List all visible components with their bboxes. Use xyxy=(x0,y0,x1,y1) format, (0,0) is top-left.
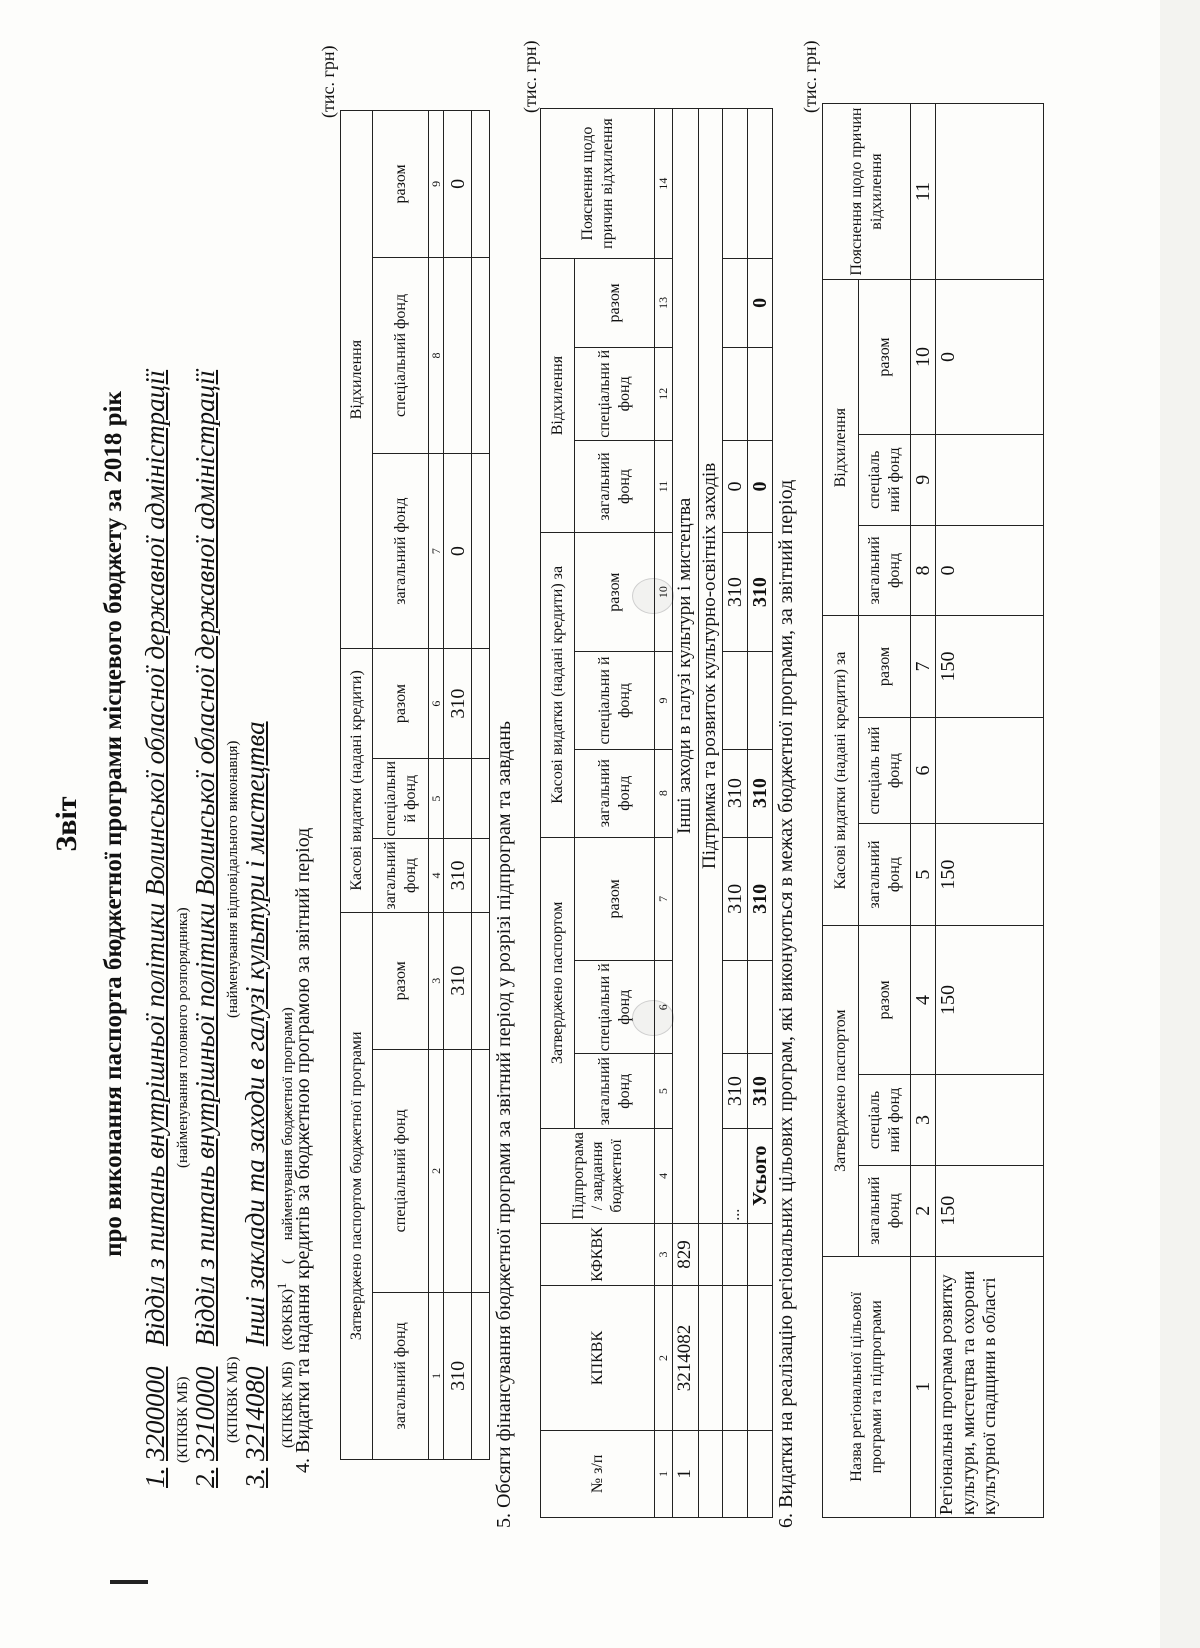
s5-col-subprogram: Підпрограма / завдання бюджетної xyxy=(541,1129,655,1224)
s6-num: 10 xyxy=(911,280,936,435)
s5-cash-header: Касові видатки (надані кредити) за xyxy=(541,533,575,838)
s5-num: 6 xyxy=(655,961,673,1054)
s6-col-dev-general: загальний фонд xyxy=(859,525,911,616)
s5-num: 5 xyxy=(655,1054,673,1129)
s4-col-special: спеціальний фонд xyxy=(373,1050,429,1293)
s6-num: 6 xyxy=(911,717,936,824)
s4-cell: 310 xyxy=(444,839,472,912)
line-2-num: 2. xyxy=(190,1467,220,1488)
s5-task-label: Підтримка та розвиток культурно-освітніх заходів xyxy=(699,109,723,1224)
line-3-text: Інші заклади та заходи в галузі культури і мистецтва xyxy=(240,721,270,1347)
s6-cell: 0 xyxy=(936,525,1044,616)
s5-col-cash-special: спеціальни й фонд xyxy=(575,652,655,750)
s5-task-cell xyxy=(723,652,748,750)
s6-cell: 150 xyxy=(936,925,1044,1074)
s6-num: 1 xyxy=(911,1256,936,1517)
s6-approved-header: Затверджено паспортом xyxy=(823,925,859,1256)
line-3-paren: ( xyxy=(280,1259,296,1264)
line-1-text: Відділ з питань внутрішньої політики Волинської обласної державної адміністрації xyxy=(140,369,170,1347)
s5-num: 9 xyxy=(655,652,673,750)
s5-task-cell: 310 xyxy=(723,1054,748,1129)
s5-task-marker: ... xyxy=(723,1129,748,1224)
s4-col-dev-total: разом xyxy=(373,111,429,258)
s5-num: 13 xyxy=(655,259,673,348)
s5-total-cell: 310 xyxy=(748,837,773,961)
report-title: Звіт xyxy=(50,796,83,852)
s4-cell xyxy=(444,257,472,453)
s6-cell xyxy=(936,1075,1044,1166)
s5-col-cash-total: разом xyxy=(575,533,655,652)
s4-cell: 310 xyxy=(444,1292,472,1459)
s5-col-appr-general: загальний фонд xyxy=(575,1054,655,1129)
s5-num: 2 xyxy=(655,1286,673,1430)
s6-cell: 150 xyxy=(936,1165,1044,1256)
s5-col-appr-total: разом xyxy=(575,837,655,961)
line-2-text: Відділ з питань внутрішньої політики Волинської обласної державної адміністрації xyxy=(190,369,220,1347)
s5-task-cell: 310 xyxy=(723,837,748,961)
s6-col-cash-total: разом xyxy=(859,616,911,717)
s5-num: 1 xyxy=(655,1430,673,1517)
section-4-title: 4. Видатки та надання кредитів за бюджетною програмою за звітний період xyxy=(292,827,314,1473)
s4-col-cash-special: спеціальни й фонд xyxy=(373,758,429,838)
s6-deviation-header: Відхилення xyxy=(823,280,859,616)
section-4-unit: (тис. грн) xyxy=(318,45,338,118)
s6-cell: 150 xyxy=(936,824,1044,925)
s5-num: 11 xyxy=(655,440,673,532)
s4-cash-header: Касові видатки (надані кредити) xyxy=(341,649,373,912)
s6-num: 8 xyxy=(911,525,936,616)
s4-approved-header: Затверджено паспортом бюджетної програми xyxy=(341,912,373,1459)
s5-total-cell: 310 xyxy=(748,533,773,652)
s5-task-cell: 310 xyxy=(723,749,748,837)
s4-cell xyxy=(444,758,472,838)
s6-num: 3 xyxy=(911,1075,936,1166)
s5-num: 14 xyxy=(655,109,673,259)
s5-deviation-header: Відхилення xyxy=(541,259,575,533)
line-3-code: 3214080 xyxy=(240,1366,270,1461)
s6-col-name: Назва регіональної цільової програми та підпрограми xyxy=(823,1256,911,1517)
s5-num: 8 xyxy=(655,749,673,837)
s5-col-kpkvk: КПКВК xyxy=(541,1286,655,1430)
s5-task-cell xyxy=(723,259,748,348)
line-1-num: 1. xyxy=(140,1467,170,1488)
s5-total-cell: 0 xyxy=(748,259,773,348)
s4-cell xyxy=(444,1050,472,1293)
s5-col-dev-special: спеціальни й фонд xyxy=(575,347,655,440)
s6-col-cash-general: загальний фонд xyxy=(859,824,911,925)
s5-total-cell: 310 xyxy=(748,749,773,837)
line-1-code-caption: (КПКВК МБ) xyxy=(175,1376,191,1463)
section-5-table xyxy=(540,108,773,1518)
s4-num: 8 xyxy=(429,257,444,453)
s6-num: 2 xyxy=(911,1165,936,1256)
s6-col-appr-general: загальний фонд xyxy=(859,1165,911,1256)
s4-num: 3 xyxy=(429,912,444,1049)
s5-num: 4 xyxy=(655,1129,673,1224)
s4-num: 7 xyxy=(429,454,444,649)
s5-approved-header: Затверджено паспортом xyxy=(541,837,575,1128)
s6-col-dev-special: спеціаль ний фонд xyxy=(859,434,911,525)
s6-num: 7 xyxy=(911,616,936,717)
s5-total-cell xyxy=(748,347,773,440)
line-1 xyxy=(140,370,171,1488)
s4-col-general: загальний фонд xyxy=(373,1292,429,1459)
s6-program-name: Регіональна програма розвитку культури, мистецтва та охорони культурної спадщини в області xyxy=(936,1256,1044,1517)
s5-row-no: 1 xyxy=(673,1430,699,1517)
s5-num: 12 xyxy=(655,347,673,440)
s4-col-total: разом xyxy=(373,912,429,1049)
s6-num: 4 xyxy=(911,925,936,1074)
line-3 xyxy=(240,721,271,1488)
s6-cell xyxy=(936,717,1044,824)
s4-cell: 0 xyxy=(444,454,472,649)
s4-cell: 310 xyxy=(444,649,472,759)
s5-col-kfkvk: КФКВК xyxy=(541,1223,655,1286)
s4-cell: 0 xyxy=(444,111,472,258)
s5-row-kfkvk: 829 xyxy=(673,1223,699,1286)
s6-col-appr-special: спеціаль ний фонд xyxy=(859,1075,911,1166)
s6-cell xyxy=(936,104,1044,280)
line-1-code: 3200000 xyxy=(140,1366,170,1461)
s5-task-cell xyxy=(723,347,748,440)
s5-total-cell: 310 xyxy=(748,1054,773,1129)
s6-col-cash-special: спеціаль ний фонд xyxy=(859,717,911,824)
s5-task-cell: 0 xyxy=(723,440,748,532)
s5-num: 3 xyxy=(655,1223,673,1286)
s5-col-cash-general: загальний фонд xyxy=(575,749,655,837)
s6-cell xyxy=(936,434,1044,525)
s5-col-appr-special: спеціальни й фонд xyxy=(575,961,655,1054)
s4-cell: 310 xyxy=(444,912,472,1049)
s4-col-dev-general: загальний фонд xyxy=(373,454,429,649)
s5-row-kpkvk: 3214082 xyxy=(673,1286,699,1430)
section-6-unit: (тис. грн) xyxy=(800,40,820,113)
line-3-code-caption: (КПКВК МБ) xyxy=(280,1361,296,1448)
s4-num: 4 xyxy=(429,839,444,912)
s6-col-appr-total: разом xyxy=(859,925,911,1074)
s6-cell: 150 xyxy=(936,616,1044,717)
s5-total-cell xyxy=(748,652,773,750)
s5-num: 7 xyxy=(655,837,673,961)
s4-num: 2 xyxy=(429,1050,444,1293)
s4-num: 6 xyxy=(429,649,444,759)
s4-col-dev-special: спеціальний фонд xyxy=(373,257,429,453)
s5-total-cell xyxy=(748,961,773,1054)
s4-col-cash-general: загальний фонд xyxy=(373,839,429,912)
s6-num: 5 xyxy=(911,824,936,925)
s5-num: 10 xyxy=(655,533,673,652)
s4-num: 5 xyxy=(429,758,444,838)
s5-task-cell xyxy=(723,961,748,1054)
section-6-table xyxy=(822,103,1044,1518)
s5-program-label: Інші заходи в галузі культури і мистецтва xyxy=(673,109,699,1224)
s4-num: 9 xyxy=(429,111,444,258)
line-2-code: 3210000 xyxy=(190,1366,220,1461)
s6-col-dev-total: разом xyxy=(859,280,911,435)
s6-cash-header: Касові видатки (надані кредити) за xyxy=(823,616,859,925)
s5-total-label: Усього xyxy=(748,1129,773,1224)
s6-num: 9 xyxy=(911,434,936,525)
line-3-kfkvk-caption: (КФКВК) xyxy=(280,1289,296,1351)
section-5-title: 5. Обсяги фінансування бюджетної програми за звітний період у розрізі підпрограм та завдань xyxy=(493,720,515,1528)
s5-col-dev-general: загальний фонд xyxy=(575,440,655,532)
footnote-mark: 1 xyxy=(275,1282,289,1289)
line-2-code-caption: (КПКВК МБ) xyxy=(225,1356,241,1443)
section-6-title: 6. Видатки на реалізацію регіональних цільових програм, які виконуються в межах бюджетної програми, за звітний період xyxy=(775,479,797,1528)
s5-col-no: № з/п xyxy=(541,1430,655,1517)
s5-col-explanation: Пояснення щодо причин відхилення xyxy=(541,109,655,259)
s5-task-cell: 310 xyxy=(723,533,748,652)
s6-col-explanation: Пояснення щодо причин відхилення xyxy=(823,104,911,280)
s6-num: 11 xyxy=(911,104,936,280)
line-3-num: 3. xyxy=(240,1467,270,1488)
s4-num: 1 xyxy=(429,1292,444,1459)
s4-deviation-header: Відхилення xyxy=(341,111,373,649)
s5-total-cell: 0 xyxy=(748,440,773,532)
line-1-text-caption: (найменування головного розпорядника) xyxy=(175,907,191,1168)
section-4-table xyxy=(340,110,490,1460)
section-5-unit: (тис. грн) xyxy=(520,40,540,113)
report-subtitle: про виконання паспорта бюджетної програми місцевого бюджету за 2018 рік xyxy=(100,391,127,1257)
line-2 xyxy=(190,370,221,1488)
s4-col-cash-total: разом xyxy=(373,649,429,759)
line-3-text-caption: найменування бюджетної програми) xyxy=(280,1007,296,1241)
s6-cell: 0 xyxy=(936,280,1044,435)
line-2-text-caption: (найменування відповідального виконавця) xyxy=(225,740,241,1018)
s5-col-dev-total: разом xyxy=(575,259,655,348)
